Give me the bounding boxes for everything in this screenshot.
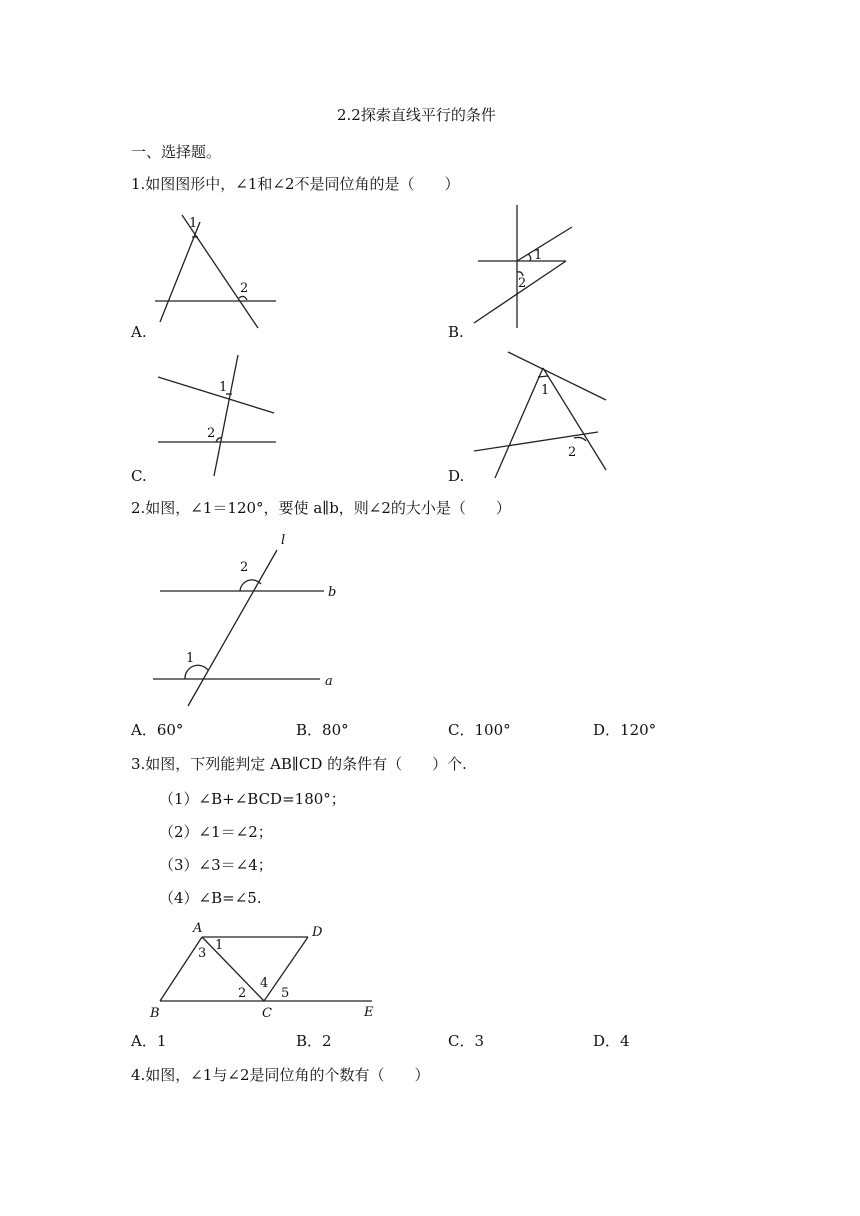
q3-angle-4-label: 4 [260, 976, 269, 991]
q1-option-d-label: D. [448, 467, 465, 485]
q1-option-c-label: C. [131, 467, 147, 485]
q2-line-a-label: a [325, 674, 333, 689]
q2-option-c: C．100° [448, 721, 511, 739]
q1a-angle-2-label: 2 [240, 281, 249, 296]
q3-option-d: D．4 [593, 1032, 630, 1050]
q3-point-c-label: C [262, 1006, 272, 1021]
q1a-angle-1-label: 1 [189, 216, 198, 231]
question-1-stem: 1.如图图形中，∠1和∠2不是同位角的是（ ） [131, 175, 460, 193]
q3-point-b-label: B [150, 1006, 160, 1021]
q2-line-l-label: l [281, 533, 286, 548]
q1b-angle-1-label: 1 [534, 248, 543, 263]
question-3-stem: 3.如图，下列能判定 AB∥CD 的条件有（ ）个. [131, 755, 467, 773]
q1d-angle-1-label: 1 [541, 383, 550, 398]
q3-option-a: A．1 [131, 1032, 167, 1050]
q1-option-a-label: A. [131, 323, 147, 341]
q1c-angle-2-label: 2 [207, 426, 216, 441]
q1b-angle-2-label: 2 [518, 276, 527, 291]
q2-option-b: B．80° [296, 721, 349, 739]
q3-point-a-label: A [193, 921, 203, 936]
q3-angle-2-label: 2 [238, 986, 247, 1001]
q1c-angle-1-label: 1 [219, 380, 228, 395]
q2-angle-2-label: 2 [240, 560, 249, 575]
q3-angle-5-label: 5 [281, 986, 290, 1001]
q1d-angle-2-label: 2 [568, 445, 577, 460]
question-2-stem: 2.如图，∠1＝120°，要使 a∥b，则∠2的大小是（ ） [131, 499, 511, 517]
q1-option-b-label: B. [448, 323, 464, 341]
q2-line-b-label: b [328, 585, 337, 600]
page-title: 2.2探索直线平行的条件 [337, 106, 496, 124]
section-heading: 一、选择题。 [131, 143, 222, 161]
q3-condition-1: （1）∠B+∠BCD=180°； [159, 790, 346, 808]
q3-option-b: B．2 [296, 1032, 332, 1050]
q3-option-c: C．3 [448, 1032, 485, 1050]
q3-angle-1-label: 1 [215, 938, 224, 953]
q3-point-e-label: E [364, 1005, 374, 1020]
question-4-stem: 4.如图，∠1与∠2是同位角的个数有（ ） [131, 1066, 430, 1084]
q3-angle-3-label: 3 [198, 946, 207, 961]
q2-angle-1-label: 1 [186, 651, 195, 666]
q3-condition-4: （4）∠B=∠5. [159, 889, 262, 907]
q3-condition-2: （2）∠1＝∠2； [159, 823, 273, 841]
q2-option-d: D．120° [593, 721, 657, 739]
q3-condition-3: （3）∠3＝∠4； [159, 856, 273, 874]
q3-point-d-label: D [312, 925, 323, 940]
q2-option-a: A．60° [131, 721, 184, 739]
